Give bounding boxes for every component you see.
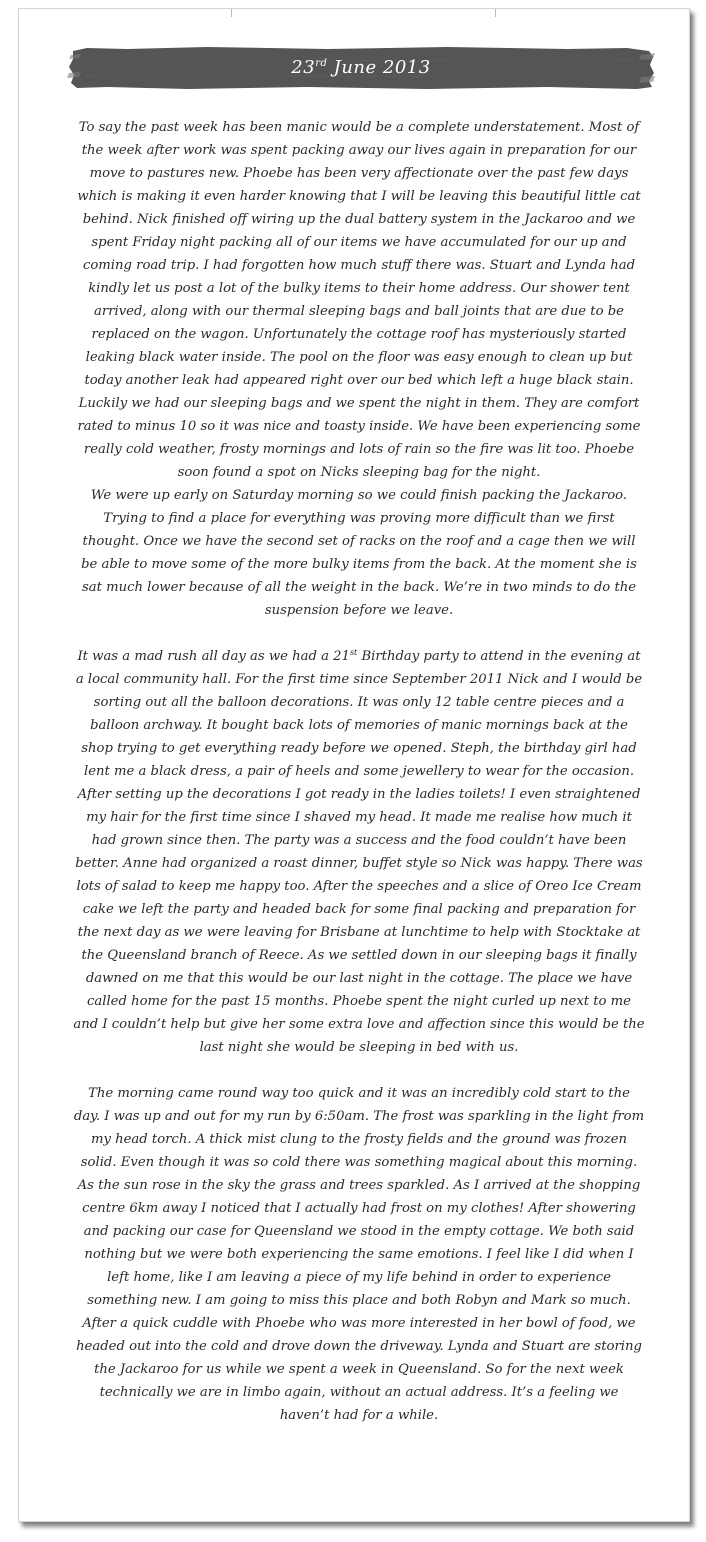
entry-date-title: 23rd June 2013 <box>291 57 431 78</box>
journal-paragraph: To say the past week has been manic would be a complete understatement. Most of the week after work was spent packing away our lives again in preparation for our move to pastures new. Phoebe has been very affectionate over the past few days which is making it even harder knowing that I will be leaving this beautiful little cat behind. Nick finished off wiring up the dual battery system in the Jackaroo and we spent Friday night packing all of our items we have accumulated for our up and coming road trip. I had forgotten how much stuff there was. Stuart and Lynda had kindly let us post a lot of the bulky items to their home address. Our shower tent arrived, along with our thermal sleeping bags and ball joints that are due to be replaced on the wagon. Unfortunately the cottage roof has mysteriously started leaking black water inside. The pool on the floor was easy enough to clean up but today another leak had appeared right over our bed which left a huge black stain. Luckily we had our sleeping bags and we spent the night in them. They are comfort rated to minus 10 so it was nice and toasty inside. We have been experiencing some really cold weather, frosty mornings and lots of rain so the fire was lit too. Phoebe soon found a spot on Nicks sleeping bag for the night. <box>77 120 641 480</box>
date-banner <box>67 43 655 93</box>
paragraph-gap <box>73 1059 645 1082</box>
paragraph-gap <box>73 622 645 645</box>
journal-paragraph: The morning came round way too quick and it was an incredibly cold start to the day. I was up and out for my run by 6:50am. The frost was sparkling in the light from my head torch. A thick mist clung to the frosty fields and the ground was frozen solid. Even though it was so cold there was something magical about this morning. As the sun rose in the sky the grass and trees sparkled. As I arrived at the shopping centre 6km away I noticed that I actually had frost on my clothes! After showering and packing our case for Queensland we stood in the empty cottage. We both said nothing but we were both experiencing the same emotions. I feel like I did when I left home, like I am leaving a piece of my life behind in order to experience something new. I am going to miss this place and both Robyn and Mark so much. After a quick cuddle with Phoebe who was more interested in her bowl of food, we headed out into the cold and drove down the driveway. Lynda and Stuart are storing the Jackaroo for us while we spent a week in Queensland. So for the next week technically we are in limbo again, without an actual address. It’s a feeling we haven’t had for a while. <box>73 1086 645 1423</box>
journal-paragraph: We were up early on Saturday morning so we could finish packing the Jackaroo. Trying to find a place for everything was proving more difficult than we first thought. Once we have the second set of racks on the roof and a cage then we will be able to move some of the more bulky items from the back. At the moment she is sat much lower because of all the weight in the back. We’re in two minds to do the suspension before we leave. <box>81 488 637 618</box>
journal-entry-body <box>73 116 645 1427</box>
paper-tick-mark <box>231 9 232 17</box>
journal-paragraph-party: It was a mad rush all day as we had a 21st Birthday party to attend in the evening at a local community hall. For the first time since September 2011 Nick and I would be sorting out all the balloon decorations. It was only 12 table centre pieces and a balloon archway. It bought back lots of memories of manic mornings back at the shop trying to get everything ready before we opened. Steph, the birthday girl had lent me a black dress, a pair of heels and some jewellery to wear for the occasion. After setting up the decorations I got ready in the ladies toilets! I even straightened my hair for the first time since I shaved my head. It made me realise how much it had grown since then. The party was a success and the food couldn’t have been better. Anne had organized a roast dinner, buffet style so Nick was happy. There was lots of salad to keep me happy too. After the speeches and a slice of Oreo Ice Cream cake we left the party and headed back for some final packing and preparation for the next day as we were leaving for Brisbane at lunchtime to help with Stocktake at the Queensland branch of Reece. As we settled down in our sleeping bags it finally dawned on me that this would be our last night in the cottage. The place we have called home for the past 15 months. Phoebe spent the night curled up next to me and I couldn’t help but give her some extra love and affection since this would be the last night she would be sleeping in bed with us. <box>73 648 645 1055</box>
paper-sheet <box>18 8 690 1522</box>
paper-tick-mark <box>495 9 496 17</box>
page-frame <box>18 8 696 1528</box>
